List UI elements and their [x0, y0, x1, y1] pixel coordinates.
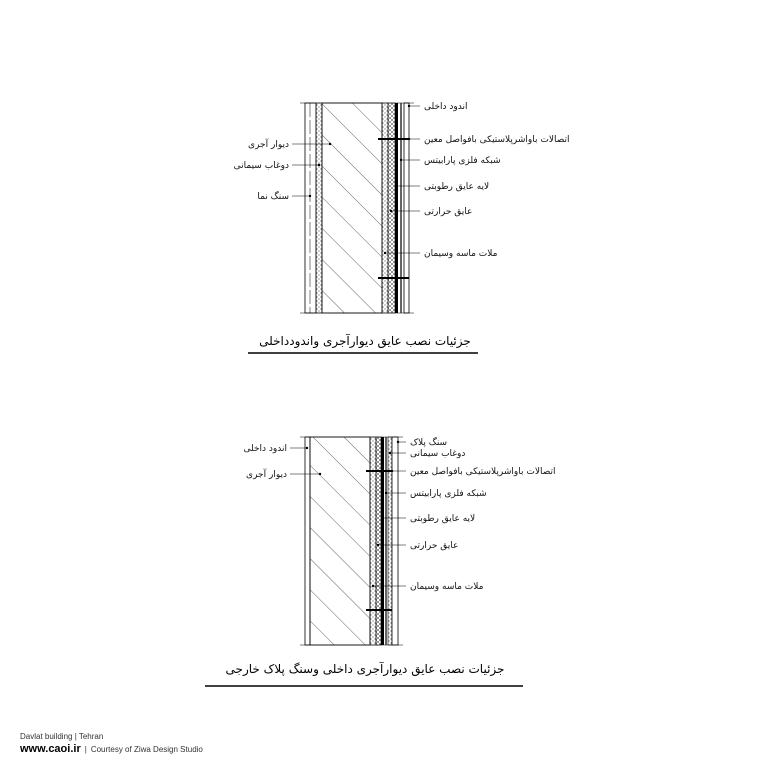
footer-separator: | — [84, 745, 87, 754]
label-moisture-barrier: لایه عایق رطوبتی — [424, 182, 490, 192]
label-metal-mesh: شبکه فلزی پارابیتس — [410, 489, 487, 499]
label-brick-wall: دیوار آجری — [246, 470, 287, 480]
label-thermal-insulation: عایق حرارتی — [424, 207, 473, 217]
diagram-1-title: جزئیات نصب عایق دیوارآجری واندودداخلی — [259, 334, 471, 348]
label-mortar: ملات ماسه وسیمان — [410, 582, 484, 592]
label-anchor-fixings: اتصالات باواشرپلاستیکی بافواصل معین — [424, 135, 570, 145]
label-metal-mesh: شبکه فلزی پارابیتس — [424, 156, 501, 166]
moisture-barrier-layer — [381, 437, 384, 645]
label-mortar: ملات ماسه وسیمان — [424, 249, 498, 259]
moisture-barrier-layer — [395, 103, 398, 313]
wall-section-2 — [300, 437, 403, 645]
website-link[interactable]: www.caoi.ir — [20, 743, 81, 755]
brick-wall-layer — [322, 103, 382, 313]
label-thermal-insulation: عایق حرارتی — [410, 541, 459, 551]
label-anchor-fixings: اتصالات باواشرپلاستیکی بافواصل معین — [410, 467, 556, 477]
label-cement-grout: دوغاب سیمانی — [410, 449, 466, 459]
mortar-layer — [382, 103, 388, 313]
project-caption: Davlat building | Tehran — [20, 732, 104, 741]
thermal-insulation-layer — [376, 437, 381, 645]
label-cement-grout: دوغاب سیمانی — [233, 161, 289, 171]
label-brick-wall: دیوار آجری — [248, 140, 289, 150]
cement-grout-layer — [316, 103, 322, 313]
label-stone-facade: سنگ نما — [257, 192, 289, 202]
footer — [20, 731, 203, 757]
brick-wall-layer — [310, 437, 370, 645]
thermal-insulation-layer — [388, 103, 395, 313]
stone-facade-layer — [305, 103, 316, 313]
label-moisture-barrier: لایه عایق رطوبتی — [410, 514, 476, 524]
wall-section-1 — [300, 103, 414, 313]
footer-credit-row — [20, 742, 203, 757]
label-interior-plaster: اندود داخلی — [243, 444, 287, 454]
label-stone-plaque: سنگ پلاک — [410, 438, 448, 448]
diagram-2-title: جزئیات نصب عایق دیوارآجری داخلی وسنگ پلاک خارجی — [225, 662, 505, 676]
interior-plaster-layer — [404, 103, 409, 313]
stone-plaque-layer — [392, 437, 398, 645]
credit-text: Courtesy of Ziwa Design Studio — [90, 745, 203, 754]
label-interior-plaster: اندود داخلی — [424, 102, 468, 112]
mortar-layer — [370, 437, 376, 645]
interior-plaster-layer — [305, 437, 310, 645]
cement-grout-layer — [388, 437, 392, 645]
